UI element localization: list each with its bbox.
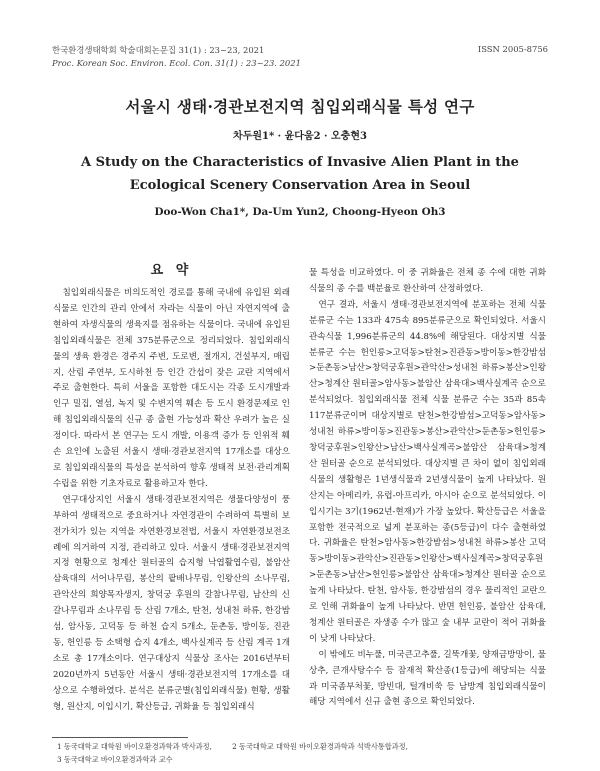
- issn: ISSN 2005-8756: [477, 44, 548, 54]
- journal-citation: [52, 44, 301, 70]
- footnotes: [57, 741, 426, 766]
- footnote-2: 2 동국대학교 대학원 바이오환경과학과 석박사통합과정,: [232, 742, 408, 751]
- abstract-paragraph: 연구 결과, 서울시 생태·경관보전지역에 분포하는 전체 식물 분류군 수는 133과 475속 895분류군으로 확인되었다. 서울시 관속식물 1,996분류군의 44.8%에 해당된다. 대상지별 식물 분류군 수는 헌인릉>고덕동>탄천>진관동>방이동>한강밤섬>둔촌동>남산>창덕궁후원>관악산>성내천 하류>봉산>인왕산>청계산 원터골>암사동>불암산 삼육대>백사실계곡 순으로 분석되었다. 침입외래식물 전체 식물 분류군 수는 35과 85속 117분류군이며 대상지별로 탄천>한강밤섬>고덕동>암사동>성내천 하류>방이동>진관동>봉산>관악산>둔촌동>헌인릉>창덕궁후원>인왕산>남산>백사실계곡>불암산 삼육대>청계산 원터골 순으로 분석되었다. 대상지별 큰 차이 없이 침입외래식물의 생활형은 1년생식물과 2년생식물이 높게 나타났다. 원산지는 아메리카, 유럽-아프리카, 아시아 순으로 분석되었다. 이입시기는 3기(1962년-현재)가 가장 높았다. 확산등급은 서울을 포함한 전국적으로 넓게 분포하는 종(5등급)이 다수 출현하였다. 귀화율은 탄천>암사동>한강밤섬>성내천 하류>봉산 고덕동>방이동>관악산>진관동>인왕산>백사실계곡>창덕궁후원>둔촌동>남산>헌인릉>불암산 삼육대>청계산 원터골 순으로 높게 나타났다. 탄천, 암사동, 한강밤섬의 경우 물리적인 교란으로 인해 귀화율이 높게 나타났다. 반면 헌인릉, 불암산 삼육대, 청계산 원터골은 자생종 수가 많고 숲 내부 교란이 적어 귀화율이 낮게 나타났다.: [309, 299, 546, 644]
- abstract-left-column: [53, 262, 290, 715]
- footnote-row: [57, 741, 426, 754]
- authors-en: Doo-Won Cha1*, Da-Um Yun2, Choong-Hyeon Oh3: [154, 206, 446, 218]
- footnote-divider: [52, 737, 188, 738]
- abstract-heading: 요 약: [150, 263, 193, 278]
- abstract-paragraph: 이 밖에도 비누풀, 미국큰고추풀, 길뚝개꽃, 양재금방망이, 물상추, 큰개사탕수수 등 잠재적 확산종(1등급)에 해당되는 식물과 미국좀부처꽃, 땅빈대, 털개비쑥 등 남방계 침입외래식물이 해당 지역에서 신규 출현 종으로 확인되었다.: [309, 649, 546, 708]
- footnote-3: 3 동국대학교 바이오환경과학과 교수: [57, 754, 173, 764]
- journal-citation-en: Proc. Korean Soc. Environ. Ecol. Con. 31(1) : 23~23. 2021: [52, 58, 301, 68]
- authors-ko: 차두원1* · 윤다움2 · 오충현3: [233, 131, 367, 142]
- paper-title-ko: 서울시 생태·경관보전지역 침입외래식물 특성 연구: [125, 97, 475, 116]
- abstract-paragraph: 물 특성을 비교하였다. 이 중 귀화율은 전체 종 수에 대한 귀화식물의 종 수를 백분율로 환산하여 산정하였다.: [309, 268, 546, 294]
- abstract-paragraph: 침입외래식물은 비의도적인 경로를 통해 국내에 유입된 외래식물로 인간의 관리 안에서 자라는 식물이 아닌 자연지역에 출현하여 자생식물의 생육지를 점유하는 식물이다. 국내에 유입된 침입외래식물은 전체 375분류군으로 정리되었다. 침입외래식물의 생육 환경은 경주지 주변, 도로변, 절개지, 건설부지, 매립지, 산림 주연부, 도시하천 등 인간 간섭이 잦은 교란 지역에서 주로 출현한다. 특히 서울을 포함한 대도시는 각종 도시개발과 인구 밀집, 열섬, 녹지 및 수변지역 훼손 등 도시 환경문제로 인해 침입외래식물의 신규 종 출현 가능성과 확산 우려가 높은 실정이다. 따라서 본 연구는 도시 개발, 이용객 증가 등 인위적 훼손 요인에 노출된 서울시 생태·경관보전지역 17개소를 대상으로 침입외래식물의 특성을 분석하여 향후 생태적 보전·관리계획 수립을 위한 기초자료로 활용하고자 한다.: [53, 288, 290, 489]
- journal-citation-ko: 한국환경생태학회 학술대회논문집 31(1) : 23~23, 2021: [52, 45, 265, 55]
- footnote-1: 1 동국대학교 대학원 바이오환경과학과 박사과정,: [57, 742, 212, 751]
- abstract-paragraph: 연구대상지인 서울시 생태·경관보전지역은 생물다양성이 풍부하여 생태적으로 중요하거나 자연경관이 수려하여 특별히 보전가치가 있는 지역을 자연환경보전법, 서울시 자연환경보전조례에 의거하여 지정, 관리하고 있다. 서울시 생태·경관보전지역 지정 현황으로 청계산 원터골의 습지형 낙엽활엽수림, 불암산 삼육대의 서어나무림, 봉산의 팥배나무림, 인왕산의 소나무림, 관악산의 희양목자생지, 창덕궁 후원의 갈참나무림, 남산의 신갈나무림과 소나무림 등 산림 7개소, 탄천, 성내천 하류, 한강밤섬, 암사동, 고덕동 등 하천 습지 5개소, 둔촌동, 방이동, 진관동, 헌인릉 등 소택형 습지 4개소, 백사실계곡 등 산림 계곡 1개소로 총 17개소이다. 연구대상지 식물상 조사는 2016년부터 2020년까지 5년동안 서울시 생태·경관보전지역 17개소를 대상으로 수행하였다. 분석은 분류군별(침입외래식물) 현황, 생활형, 원산지, 이입시기, 확산등급, 귀화율 등 침입외래식: [53, 494, 290, 712]
- abstract-right-column: [309, 266, 546, 711]
- paper-title-en: A Study on the Characteristics of Invasive Alien Plant in the Ecological Scenery Conservation Area in Seoul: [81, 155, 519, 193]
